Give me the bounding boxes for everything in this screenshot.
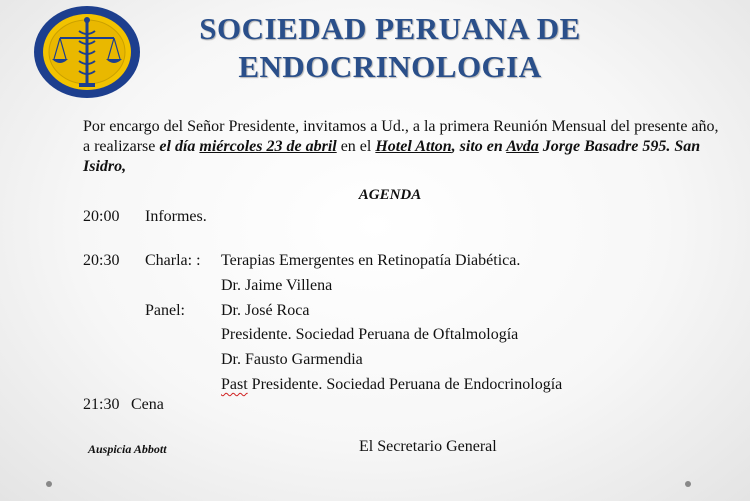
invitation-paragraph: [83, 117, 723, 177]
intro-date-prefix: el día: [159, 138, 200, 155]
agenda-time-3: 21:30: [83, 396, 120, 413]
meeting-venue: Hotel Atton: [375, 138, 452, 155]
panelist-2-role: [221, 375, 562, 395]
panelist-2-role-past: Past: [221, 376, 248, 393]
agenda-time-1: 20:00: [83, 208, 120, 225]
intro-sito: , sito en: [451, 138, 507, 155]
intro-text: Por encargo del Señor Presidente, invitamos a Ud., a la primera Reunión Mensual del presente año, a realizarse: [83, 118, 719, 155]
meeting-address: Jorge Basadre 595. San Isidro,: [83, 138, 701, 175]
panelist-2-name: Dr. Fausto Garmendia: [221, 351, 363, 368]
signature: El Secretario General: [359, 438, 497, 455]
meeting-date: miércoles 23 de abril: [199, 138, 337, 155]
charla-label: Charla: :: [145, 252, 201, 269]
panelist-2-role-rest: Presidente. Sociedad Peruana de Endocrinología: [247, 376, 563, 393]
agenda-heading: AGENDA: [358, 187, 422, 203]
slide-dot-right: [685, 481, 691, 487]
panelist-1-role: Presidente. Sociedad Peruana de Oftalmología: [221, 326, 519, 343]
agenda-item-cena: Cena: [131, 396, 164, 413]
address-avda: Avda: [506, 138, 539, 155]
panelist-1-name: Dr. José Roca: [221, 302, 310, 319]
panel-label: Panel:: [145, 302, 185, 319]
charla-topic: Terapias Emergentes en Retinopatía Diabética.: [221, 252, 521, 269]
sponsor-text: Auspicia Abbott: [88, 442, 167, 456]
charla-speaker: Dr. Jaime Villena: [221, 277, 333, 294]
society-logo: [32, 3, 142, 101]
agenda-item-informes: Informes.: [145, 208, 207, 225]
title-line-1: SOCIEDAD PERUANA DE: [199, 11, 581, 46]
agenda-time-2: 20:30: [83, 252, 120, 269]
title-line-2: ENDOCRINOLOGIA: [238, 49, 542, 84]
slide-dot-left: [46, 481, 52, 487]
page-title: [170, 10, 610, 86]
intro-connector: en el: [336, 138, 376, 155]
